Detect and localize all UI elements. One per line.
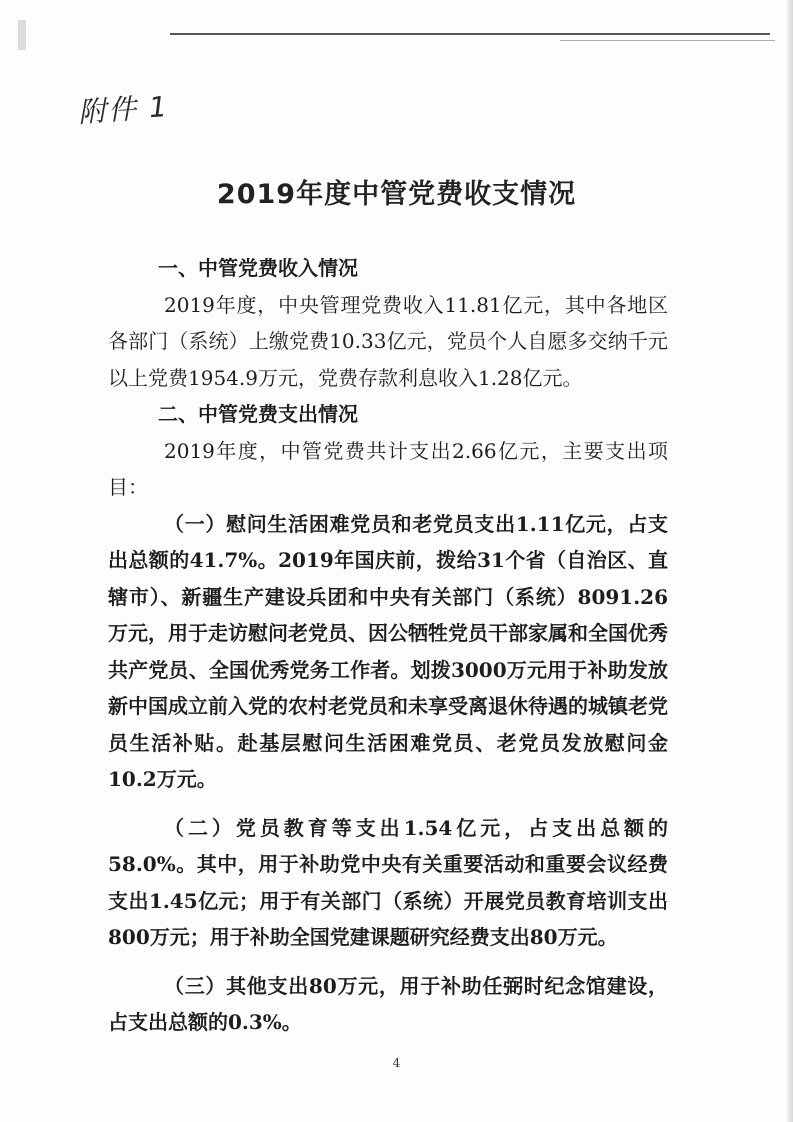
scan-artifact-mark	[18, 20, 26, 50]
page-number: 4	[392, 1056, 401, 1070]
paragraph-item-2: （二）党员教育等支出1.54亿元，占支出总额的58.0%。其中，用于补助党中央有关重要活动和重要会议经费支出1.45亿元；用于有关部门（系统）开展党员教育培训支出800万元；用于补助全国党建课题研究经费支出80万元。	[108, 815, 668, 949]
section-heading-expense: 二、中管党费支出情况	[158, 402, 358, 426]
section-heading-income: 一、中管党费收入情况	[158, 256, 358, 280]
paragraph-expense-intro: 2019年度，中管党费共计支出2.66亿元，主要支出项目：	[108, 438, 668, 499]
document-title: 2019年度中管党费收支情况	[216, 179, 577, 210]
paragraph-item-3: （三）其他支出80万元，用于补助任弼时纪念馆建设，占支出总额的0.3%。	[108, 973, 668, 1034]
scan-artifact-line	[170, 33, 770, 35]
paragraph-item-1: （一）慰问生活困难党员和老党员支出1.11亿元，占支出总额的41.7%。2019年国庆前，拨给31个省（自治区、直辖市）、新疆生产建设兵团和中央有关部门（系统）8091.26万元，用于走访慰问老党员、因公牺牲党员干部家属和全国优秀共产党员、全国优秀党务工作者。划拨3000万元用于补助发放新中国成立前入党的农村老党员和未享受离退休待遇的城镇老党员生活补贴。赴基层慰问生活困难党员、老党员发放慰问金10.2万元。	[108, 511, 668, 791]
handwritten-annotation: 附件 1	[77, 89, 170, 130]
scan-artifact-line	[560, 40, 775, 41]
document-body	[108, 250, 668, 1041]
paragraph-income: 2019年度，中央管理党费收入11.81亿元，其中各地区各部门（系统）上缴党费10.33亿元，党员个人自愿多交纳千元以上党费1954.9万元，党费存款利息收入1.28亿元。	[108, 292, 668, 390]
scan-edge-shadow	[787, 0, 793, 1122]
